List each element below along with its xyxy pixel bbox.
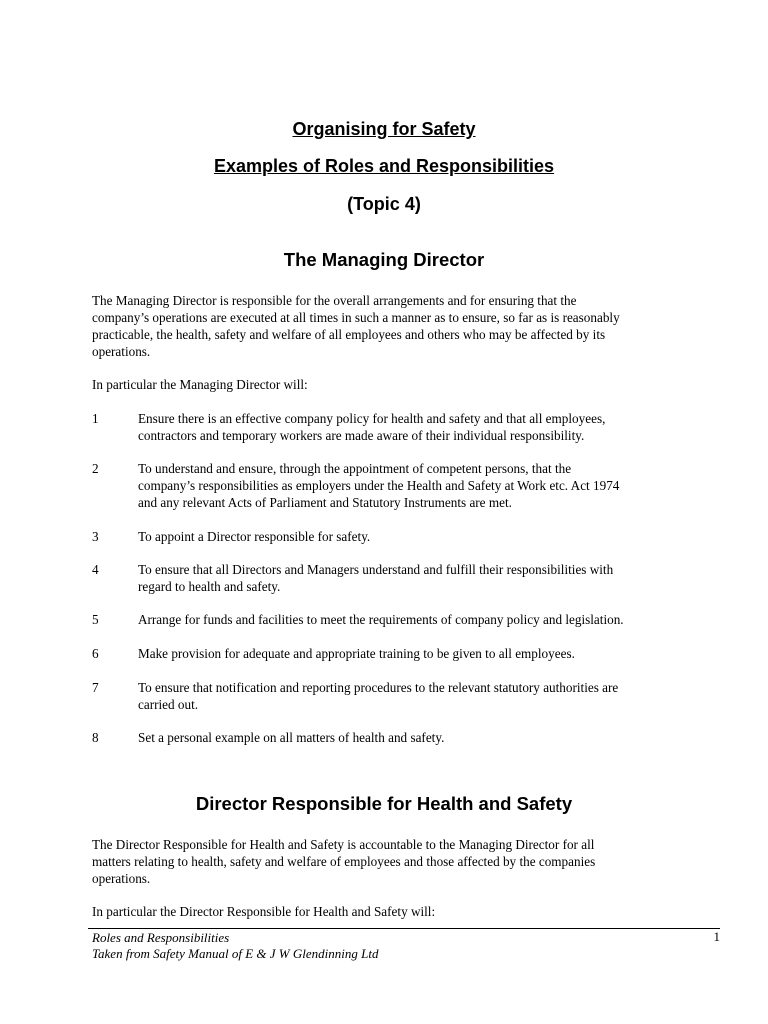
list-item-text — [138, 729, 738, 746]
footer-source: Taken from Safety Manual of E & J W Glendinning Ltd — [92, 946, 379, 961]
md-lead-sentence — [92, 376, 732, 393]
list-item-line: Ensure there is an effective company policy for health and safety and that all employees, — [138, 411, 606, 426]
list-item-line: Make provision for adequate and appropriate training to be given to all employees. — [138, 646, 575, 661]
list-item-text — [138, 528, 738, 545]
topic-label: (Topic 4) — [347, 194, 421, 214]
list-item-line: contractors and temporary workers are made aware of their individual responsibility. — [138, 428, 585, 443]
list-item-line: To understand and ensure, through the appointment of competent persons, that the — [138, 461, 572, 476]
document-title: Organising for Safety — [292, 119, 476, 139]
list-item-number: 4 — [92, 562, 99, 577]
list-item-number: 6 — [92, 646, 99, 661]
list-item-text — [138, 410, 738, 444]
document-subtitle: Examples of Roles and Responsibilities — [213, 156, 555, 176]
list-item-number: 7 — [92, 680, 99, 695]
list-item-text — [138, 561, 738, 595]
paragraph-line: The Director Responsible for Health and Safety is accountable to the Managing Director for all — [92, 837, 595, 852]
page-number: 1 — [713, 929, 720, 944]
paragraph-line: In particular the Director Responsible for Health and Safety will: — [92, 904, 436, 919]
list-item-number: 1 — [92, 411, 99, 426]
list-item-number: 5 — [92, 612, 99, 627]
dir-lead-sentence — [92, 903, 732, 920]
paragraph-line: In particular the Managing Director will: — [92, 377, 308, 392]
paragraph-line: operations. — [92, 871, 151, 886]
list-item-line: carried out. — [138, 697, 199, 712]
list-item-number: 3 — [92, 529, 99, 544]
list-item-number: 2 — [92, 461, 99, 476]
footer-divider — [88, 928, 720, 929]
list-item-text — [138, 679, 738, 713]
paragraph-line: The Managing Director is responsible for the overall arrangements and for ensuring that the — [92, 293, 577, 308]
list-item-number: 8 — [92, 730, 99, 745]
list-item-line: regard to health and safety. — [138, 579, 281, 594]
list-item-text — [138, 645, 738, 662]
list-item-line: Arrange for funds and facilities to meet the requirements of company policy and legislation. — [138, 612, 624, 627]
list-item-text — [138, 460, 738, 511]
list-item-line: and any relevant Acts of Parliament and Statutory Instruments are met. — [138, 495, 512, 510]
section-heading-managing-director: The Managing Director — [283, 249, 485, 270]
list-item-line: To appoint a Director responsible for safety. — [138, 529, 371, 544]
dir-intro-paragraph — [92, 836, 732, 887]
list-item-line: To ensure that all Directors and Managers understand and fulfill their responsibilities with — [138, 562, 614, 577]
list-item-line: company’s responsibilities as employers under the Health and Safety at Work etc. Act 1974 — [138, 478, 620, 493]
list-item-line: To ensure that notification and reporting procedures to the relevant statutory authorities are — [138, 680, 619, 695]
footer-title: Roles and Responsibilities — [92, 930, 230, 945]
list-item-text — [138, 611, 738, 628]
list-item-line: Set a personal example on all matters of health and safety. — [138, 730, 445, 745]
paragraph-line: operations. — [92, 344, 151, 359]
section-heading-director-health-safety: Director Responsible for Health and Safety — [195, 793, 573, 814]
paragraph-line: practicable, the health, safety and welfare of all employees and others who may be affected by its — [92, 327, 606, 342]
paragraph-line: matters relating to health, safety and welfare of employees and those affected by the companies — [92, 854, 596, 869]
paragraph-line: company’s operations are executed at all times in such a manner as to ensure, so far as is reasonably — [92, 310, 620, 325]
md-intro-paragraph — [92, 292, 732, 360]
